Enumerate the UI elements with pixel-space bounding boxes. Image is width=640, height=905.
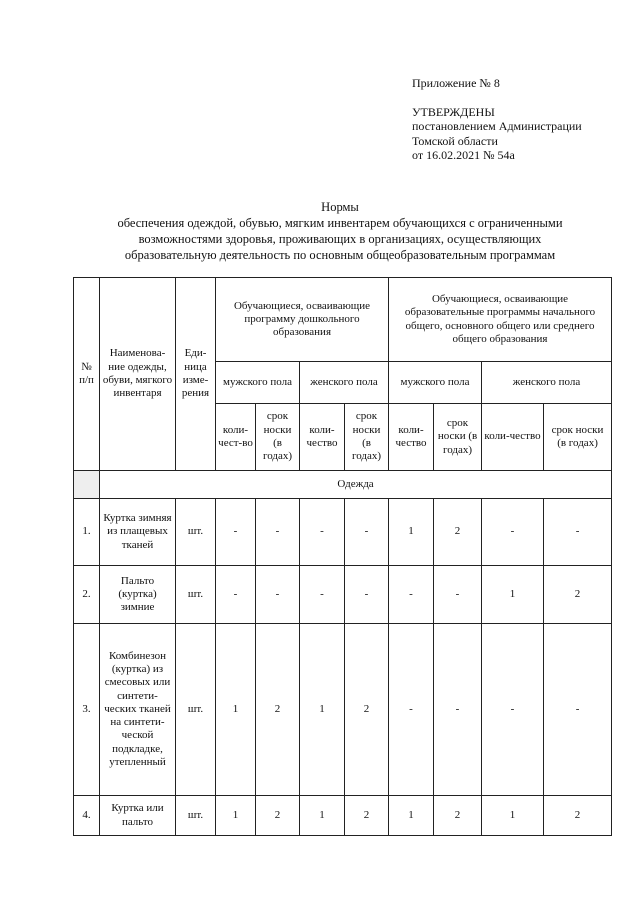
header-female-1: женского пола [300, 362, 389, 404]
row-value: - [389, 566, 434, 624]
table-row [74, 566, 612, 624]
table-row [74, 796, 612, 836]
row-value: 1 [389, 499, 434, 566]
header-term-3: срок носки (в годах) [434, 404, 482, 471]
header-term-1: срок носки (в годах) [256, 404, 300, 471]
row-name: Куртка зимняя из плащевых тканей [100, 499, 176, 566]
row-num: 2. [74, 566, 100, 624]
row-value: - [256, 499, 300, 566]
row-value: - [216, 566, 256, 624]
row-value: 2 [544, 796, 612, 836]
row-value: - [544, 624, 612, 796]
header-qty-2: коли-чество [300, 404, 345, 471]
row-value: - [434, 624, 482, 796]
header-female-2: женского пола [482, 362, 612, 404]
header-term-2: срок носки (в годах) [345, 404, 389, 471]
header-qty-4: коли-чество [482, 404, 544, 471]
approved-line-3: от 16.02.2021 № 54а [412, 148, 515, 162]
header-qty-1: коли-чест-во [216, 404, 256, 471]
row-value: - [256, 566, 300, 624]
title-line-2: возможностями здоровья, проживающих в организациях, осуществляющих [138, 232, 542, 246]
row-unit: шт. [176, 499, 216, 566]
row-name: Комбинезон (куртка) из смесовых или синтети-ческих тканей на синтети-ческой подкладке, утепленный [100, 624, 176, 796]
approved-line-1: постановлением Администрации [412, 119, 582, 133]
header-unit: Еди-ница изме-рения [176, 278, 216, 471]
row-name: Куртка или пальто [100, 796, 176, 836]
row-value: 1 [300, 796, 345, 836]
row-value: - [345, 499, 389, 566]
appendix-block [412, 76, 582, 163]
title-line-3: образовательную деятельность по основным общеобразовательным программам [124, 248, 556, 262]
row-value: - [434, 566, 482, 624]
norms-table [73, 277, 612, 836]
row-value: 1 [216, 796, 256, 836]
row-value: 1 [482, 566, 544, 624]
row-value: 2 [434, 796, 482, 836]
title-line-1: обеспечения одеждой, обувью, мягким инвентарем обучающихся с ограниченными [117, 216, 563, 230]
section-num-cell [74, 471, 100, 499]
row-value: 1 [482, 796, 544, 836]
row-value: 2 [256, 796, 300, 836]
header-male-2: мужского пола [389, 362, 482, 404]
row-value: 1 [389, 796, 434, 836]
row-value: - [544, 499, 612, 566]
row-value: - [300, 566, 345, 624]
header-group-school: Обучающиеся, осваивающие образовательные программы начального общего, основного общего или среднего общего образования [389, 278, 612, 362]
row-value: - [482, 499, 544, 566]
row-name: Пальто (куртка) зимние [100, 566, 176, 624]
approved-label: УТВЕРЖДЕНЫ [412, 104, 495, 119]
row-num: 1. [74, 499, 100, 566]
approved-line-2: Томской области [412, 133, 498, 148]
title-heading: Нормы [321, 200, 359, 214]
row-value: 2 [345, 624, 389, 796]
header-num: № п/п [74, 278, 100, 471]
header-qty-3: коли-чество [389, 404, 434, 471]
row-value: 2 [544, 566, 612, 624]
row-num: 3. [74, 624, 100, 796]
header-term-4: срок носки (в годах) [544, 404, 612, 471]
row-unit: шт. [176, 796, 216, 836]
section-title: Одежда [100, 471, 612, 499]
table-row [74, 499, 612, 566]
table-row [74, 624, 612, 796]
row-value: 2 [434, 499, 482, 566]
row-value: - [300, 499, 345, 566]
document-title [60, 199, 620, 263]
row-value: 1 [300, 624, 345, 796]
row-value: 2 [256, 624, 300, 796]
row-value: - [345, 566, 389, 624]
row-unit: шт. [176, 624, 216, 796]
header-group-preschool: Обучающиеся, осваивающие программу дошкольного образования [216, 278, 389, 362]
row-value: 1 [216, 624, 256, 796]
row-value: - [482, 624, 544, 796]
row-unit: шт. [176, 566, 216, 624]
header-name: Наименова-ние одежды, обуви, мягкого инвентаря [100, 278, 176, 471]
row-value: - [216, 499, 256, 566]
row-value: - [389, 624, 434, 796]
appendix-number: Приложение № 8 [412, 76, 500, 90]
row-num: 4. [74, 796, 100, 836]
header-male-1: мужского пола [216, 362, 300, 404]
row-value: 2 [345, 796, 389, 836]
